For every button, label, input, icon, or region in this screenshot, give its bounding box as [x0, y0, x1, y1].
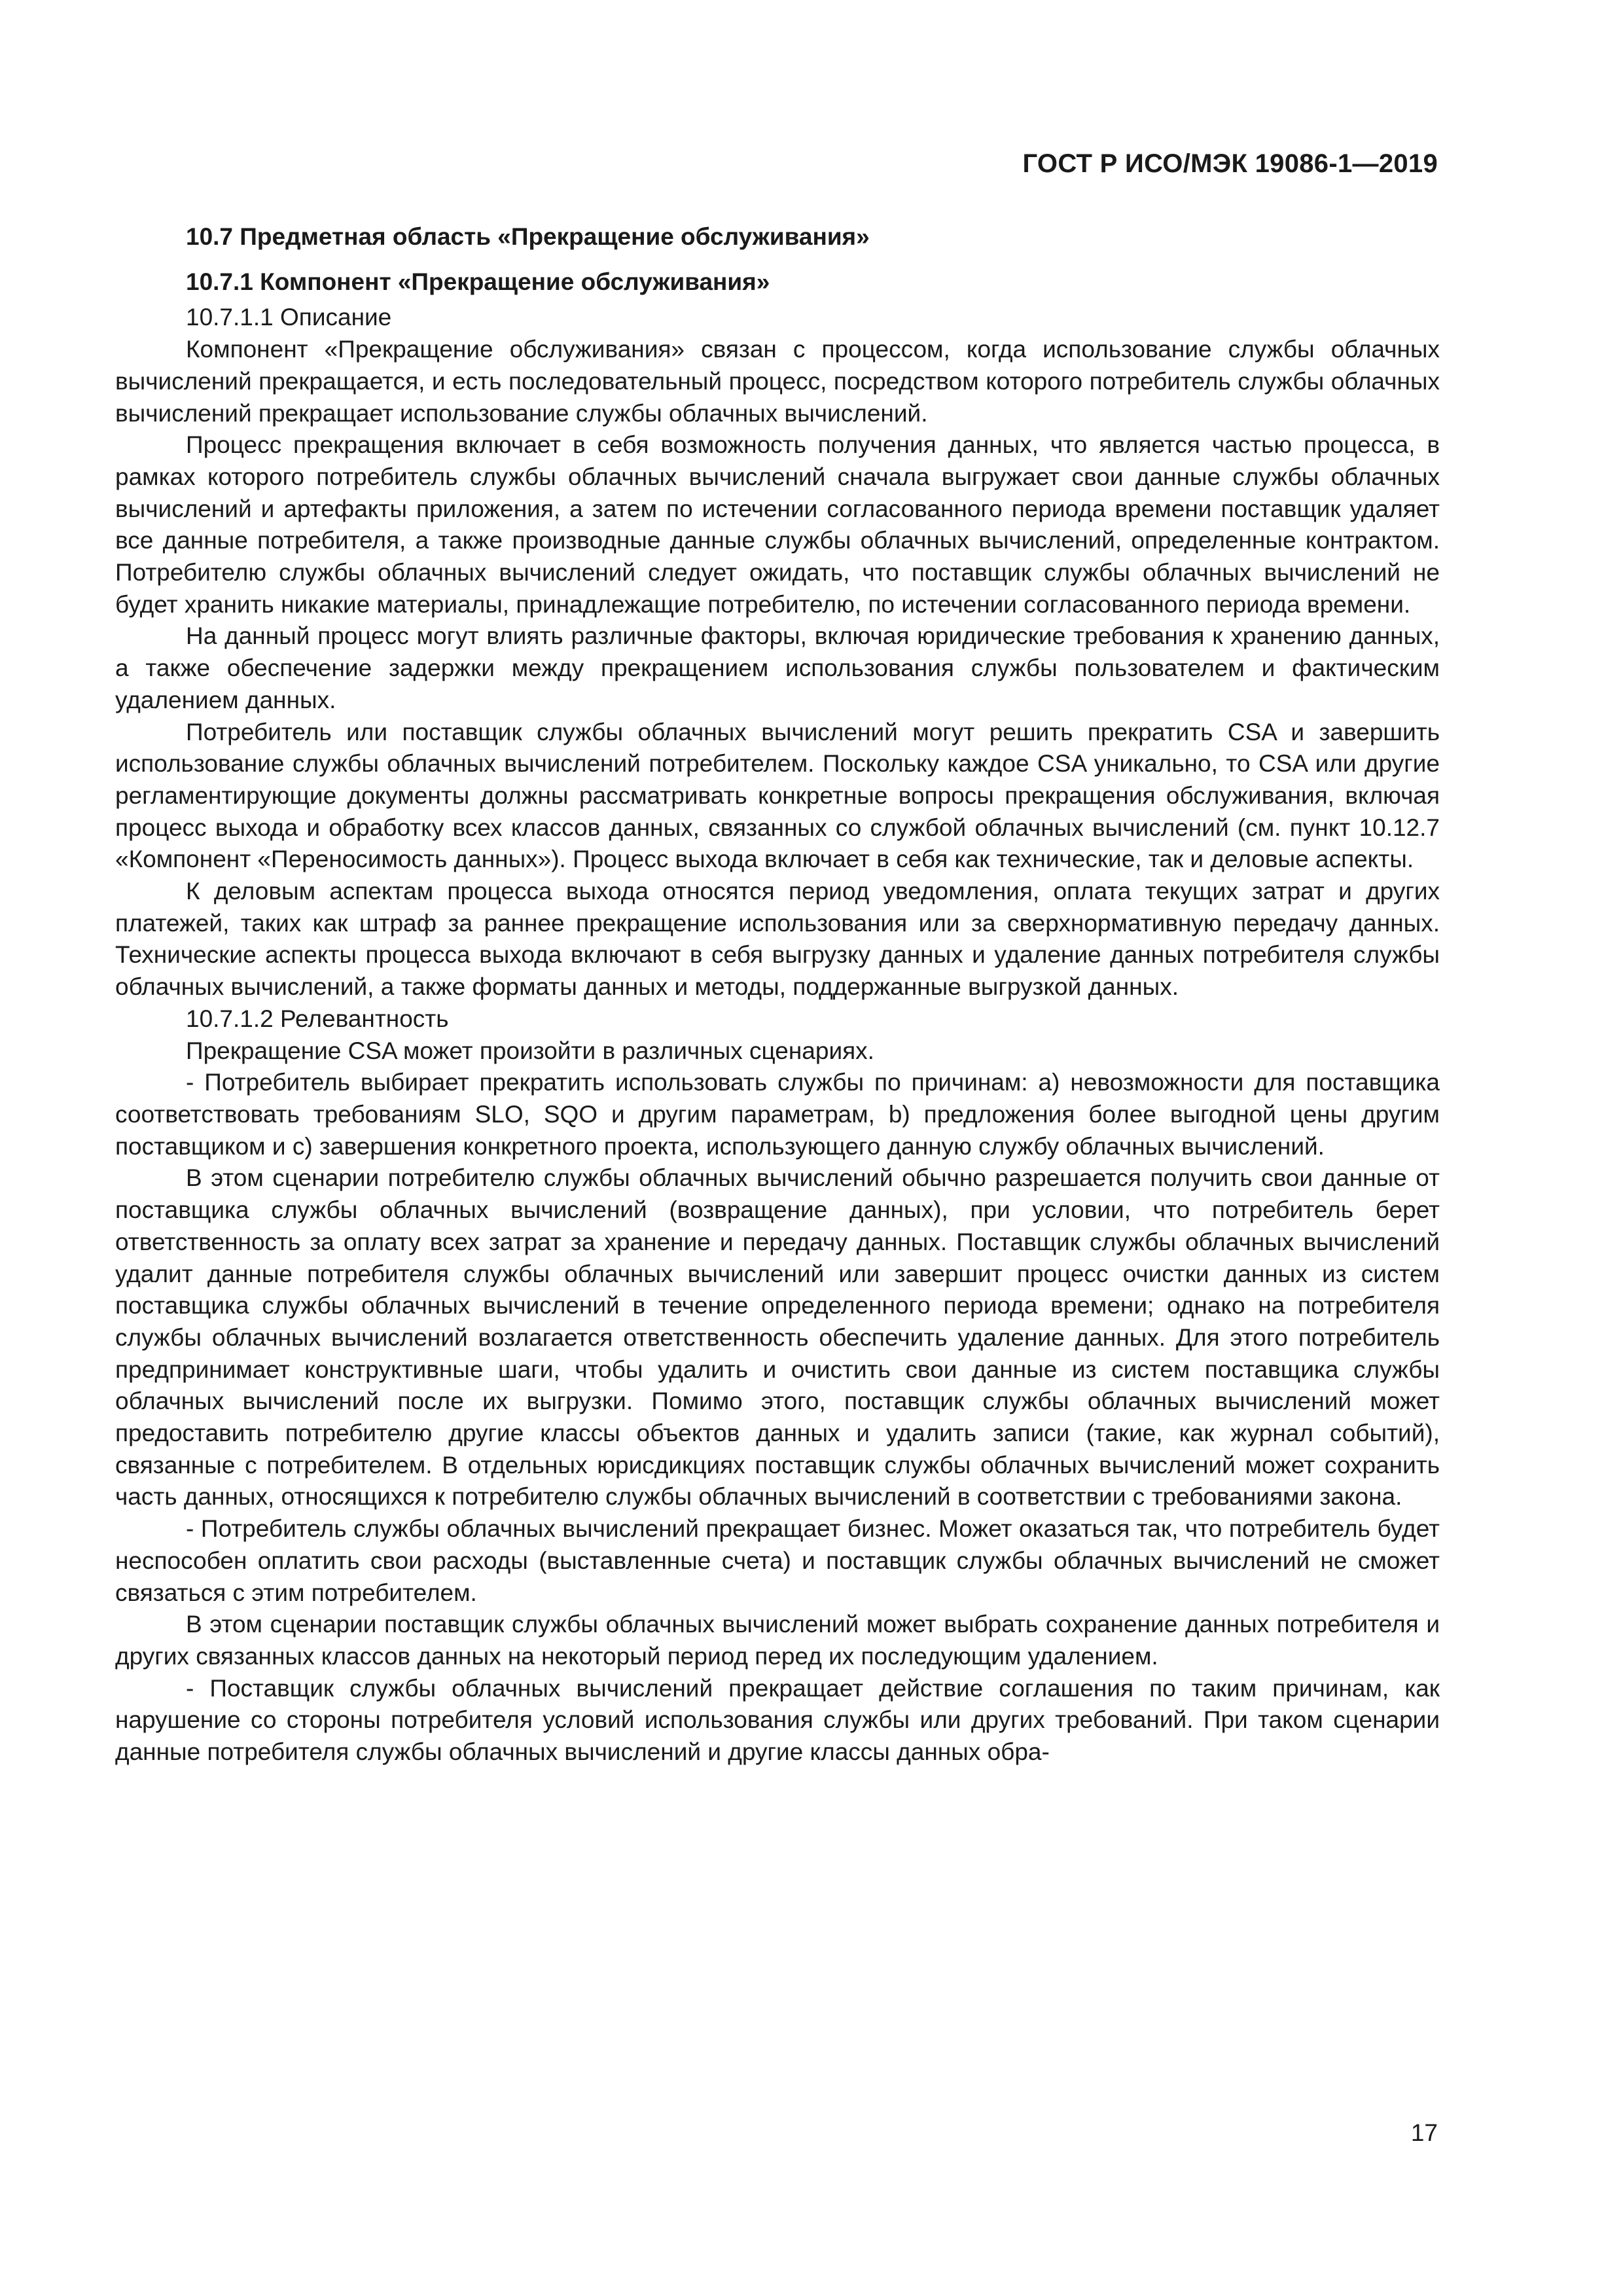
paragraph: Потребитель или поставщик службы облачных вычислений могут решить прекратить CSA и завершить использование службы облачных вычислений потребителем. Поскольку каждое CSA уникально, то CSA или другие регламентирующие документы должны рассматривать конкретные вопросы прекращения обслуживания, включая процесс выхода и обработку всех классов данных, связанных со службой облачных вычислений (см. пункт 10.12.7 «Компонент «Переносимость данных»). Процесс выхода включает в себя как технические, так и деловые аспекты.	[115, 718, 1440, 873]
section-heading: 10.7 Предметная область «Прекращение обслуживания»	[186, 223, 870, 250]
page-number: 17	[1410, 2119, 1438, 2146]
document-code-header: ГОСТ Р ИСО/МЭК 19086-1—2019	[1022, 149, 1438, 178]
paragraph: В этом сценарии поставщик службы облачных вычислений может выбрать сохранение данных потребителя и других связанных классов данных на некоторый период перед их последующим удалением.	[115, 1611, 1440, 1670]
paragraph: Компонент «Прекращение обслуживания» связан с процессом, когда использование службы облачных вычислений прекращается, и есть последовательный процесс, посредством которого потребитель службы облачных вычислений прекращает использование службы облачных вычислений.	[115, 336, 1440, 427]
paragraph: На данный процесс могут влиять различные факторы, включая юридические требования к хранению данных, а также обеспечение задержки между прекращением использования службы пользователем и фактическим удалением данных.	[115, 622, 1440, 713]
paragraph: В этом сценарии потребителю службы облачных вычислений обычно разрешается получить свои данные от поставщика службы облачных вычислений (возвращение данных), при условии, что потребитель берет ответственность за оплату всех затрат за хранение и передачу данных. Поставщик службы облачных вычислений удалит данные потребителя службы облачных вычислений или завершит процесс очистки данных из систем поставщика службы облачных вычислений в течение определенного периода времени; однако на потребителя службы облачных вычислений возлагается ответственность обеспечить удаление данных. Для этого потребитель предпринимает конструктивные шаги, чтобы удалить и очистить свои данные из систем поставщика службы облачных вычислений после их выгрузки. Помимо этого, поставщик службы облачных вычислений может предоставить потребителю другие классы объектов данных и удалить записи (такие, как журнал событий), связанные с потребителем. В отдельных юрисдикциях поставщик службы облачных вычислений может сохранить часть данных, относящихся к потребителю службы облачных вычислений в соответствии с требованиями закона.	[115, 1164, 1440, 1511]
clause-heading-description: 10.7.1.1 Описание	[186, 304, 392, 331]
list-item-paragraph: - Поставщик службы облачных вычислений прекращает действие соглашения по таким причинам, как нарушение со стороны потребителя условий использования службы или других требований. При таком сценарии данные потребителя службы облачных вычислений и другие классы данных обра-	[115, 1674, 1440, 1766]
subsection-heading: 10.7.1 Компонент «Прекращение обслуживания»	[186, 268, 770, 295]
page-content	[115, 221, 1440, 1768]
clause-heading-relevance: 10.7.1.2 Релевантность	[186, 1005, 449, 1032]
list-item-paragraph: - Потребитель выбирает прекратить использовать службы по причинам: a) невозможности для поставщика соответствовать требованиям SLO, SQO и другим параметрам, b) предложения более выгодной цены другим поставщиком и c) завершения конкретного проекта, использующего данную службу облачных вычислений.	[115, 1069, 1440, 1160]
paragraph: Прекращение CSA может произойти в различных сценариях.	[186, 1037, 874, 1064]
list-item-paragraph: - Потребитель службы облачных вычислений прекращает бизнес. Может оказаться так, что потребитель будет неспособен оплатить свои расходы (выставленные счета) и поставщик службы облачных вычислений не сможет связаться с этим потребителем.	[115, 1515, 1440, 1606]
paragraph: К деловым аспектам процесса выхода относятся период уведомления, оплата текущих затрат и других платежей, таких как штраф за раннее прекращение использования или за сверхнормативную передачу данных. Технические аспекты процесса выхода включают в себя выгрузку данных и удаление данных потребителя службы облачных вычислений, а также форматы данных и методы, поддержанные выгрузкой данных.	[115, 878, 1440, 1001]
paragraph: Процесс прекращения включает в себя возможность получения данных, что является частью процесса, в рамках которого потребитель службы облачных вычислений сначала выгружает свои данные службы облачных вычислений и артефакты приложения, а затем по истечении согласованного периода времени поставщик удаляет все данные потребителя, а также производные данные службы облачных вычислений, определенные контрактом. Потребителю службы облачных вычислений следует ожидать, что поставщик службы облачных вычислений не будет хранить никакие материалы, принадлежащие потребителю, по истечении согласованного периода времени.	[115, 431, 1440, 618]
